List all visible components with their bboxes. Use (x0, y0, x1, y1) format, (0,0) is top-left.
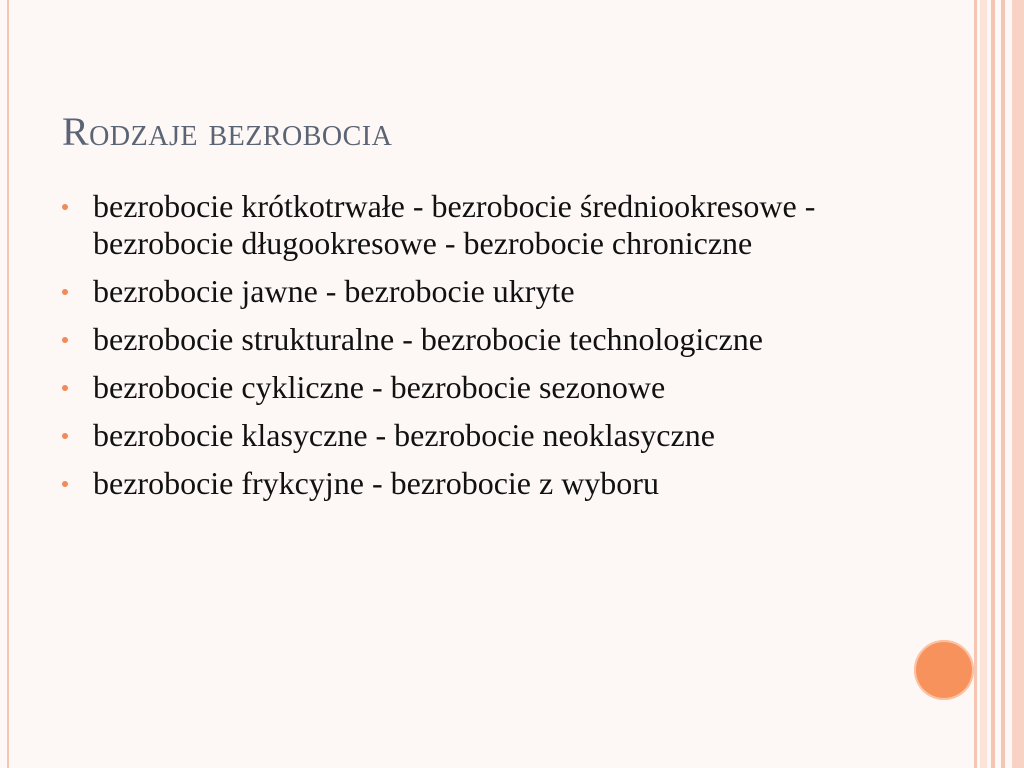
bullet-dot-icon (62, 481, 68, 487)
list-item-text: bezrobocie frykcyjne - bezrobocie z wyboru (93, 465, 659, 501)
bullet-dot-icon (62, 204, 68, 210)
list-item (62, 465, 902, 502)
list-item-text: bezrobocie klasyczne - bezrobocie neoklasyczne (93, 417, 715, 453)
list-item (62, 417, 902, 454)
stripe (974, 0, 977, 768)
stripe (980, 0, 987, 768)
bullet-dot-icon (62, 385, 68, 391)
left-border-line (7, 0, 9, 768)
list-item (62, 321, 902, 358)
bullet-dot-icon (62, 337, 68, 343)
list-item-text: bezrobocie strukturalne - bezrobocie technologiczne (93, 321, 763, 357)
stripe (991, 0, 995, 768)
list-item (62, 188, 902, 262)
bullet-dot-icon (62, 289, 68, 295)
list-item (62, 369, 902, 406)
list-item-text: bezrobocie jawne - bezrobocie ukryte (93, 273, 575, 309)
bullet-dot-icon (62, 433, 68, 439)
bullet-list (62, 188, 902, 513)
right-decorative-stripes (974, 0, 1024, 768)
list-item-text: bezrobocie cykliczne - bezrobocie sezonowe (93, 369, 666, 405)
orange-circle-decoration (914, 640, 974, 700)
stripe (1001, 0, 1005, 768)
list-item (62, 273, 902, 310)
stripe (1012, 0, 1024, 768)
list-item-text: bezrobocie krótkotrwałe - bezrobocie średniookresowe - bezrobocie długookresowe - bezrobocie chroniczne (93, 188, 816, 261)
slide-title: Rodzaje bezrobocia (62, 109, 393, 154)
